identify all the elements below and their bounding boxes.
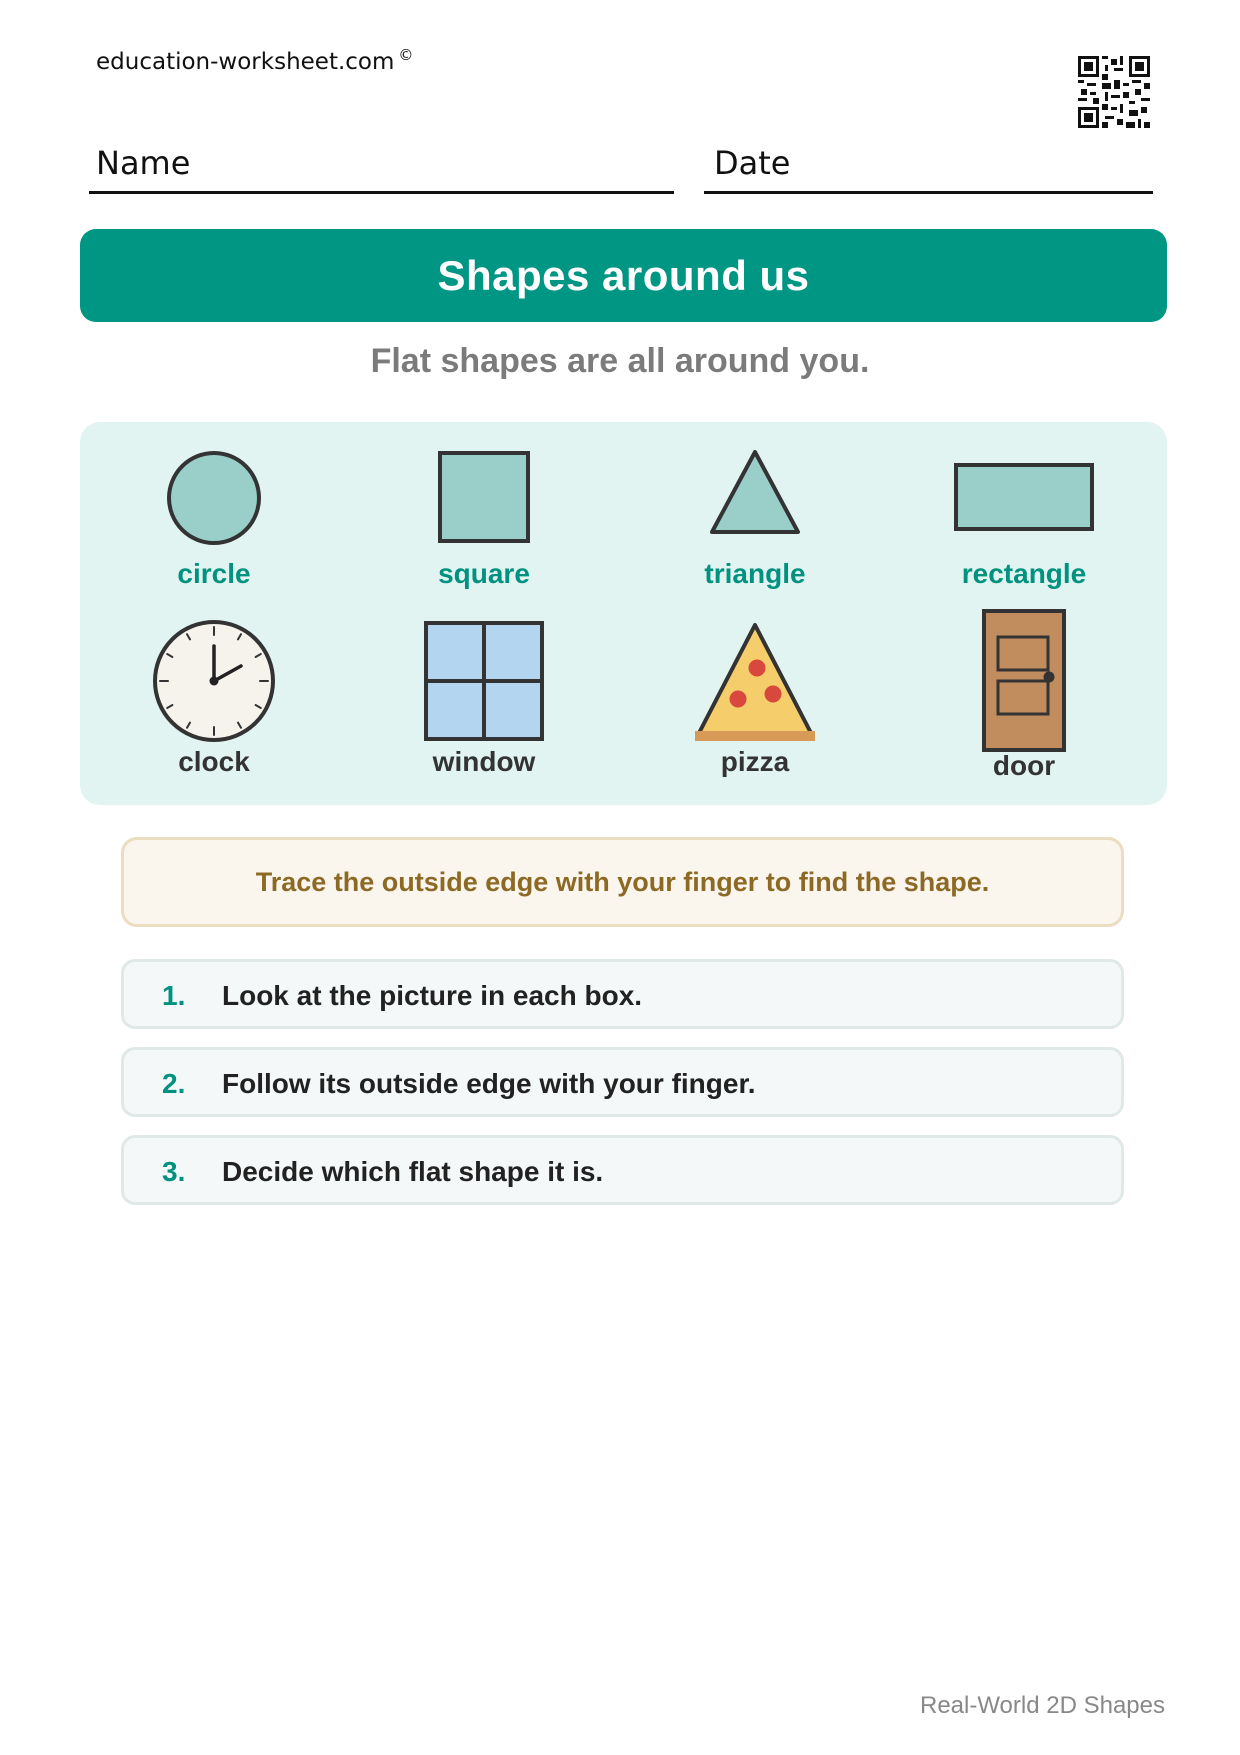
name-label: Name — [96, 144, 191, 182]
object-label-window: window — [432, 746, 536, 777]
title-banner — [80, 229, 1167, 322]
shape-label-rectangle: rectangle — [961, 558, 1087, 589]
name-line[interactable] — [89, 191, 674, 194]
triangle-icon — [705, 448, 805, 548]
date-line[interactable] — [704, 191, 1153, 194]
tip-box — [121, 837, 1124, 927]
step-text: Look at the picture in each box. — [222, 980, 643, 1011]
step-number: 3. — [162, 1156, 186, 1187]
object-label-pizza: pizza — [720, 746, 790, 777]
shape-card-rectangle — [904, 448, 1144, 590]
object-card-pizza — [635, 616, 875, 778]
footer-text: Real-World 2D Shapes — [919, 1692, 1165, 1719]
page-title: Shapes around us — [437, 251, 810, 299]
qr-code-icon — [1078, 56, 1150, 128]
object-label-door: door — [992, 750, 1056, 781]
step-number: 2. — [162, 1068, 186, 1099]
clock-icon — [149, 616, 279, 746]
step-item — [121, 1135, 1124, 1205]
step-text: Follow its outside edge with your finger. — [222, 1068, 756, 1099]
square-icon — [434, 448, 534, 548]
shape-label-triangle: triangle — [704, 558, 806, 589]
site-url: education-worksheet.com — [96, 49, 395, 75]
shape-card-circle — [94, 448, 334, 590]
object-card-door — [904, 607, 1144, 782]
shapes-panel — [80, 422, 1167, 805]
object-card-window — [364, 616, 604, 778]
object-card-clock — [94, 616, 334, 778]
step-text: Decide which flat shape it is. — [222, 1156, 604, 1187]
door-icon — [974, 607, 1074, 752]
subtitle: Flat shapes are all around you. — [370, 342, 870, 380]
step-number: 1. — [162, 980, 186, 1011]
site-name — [96, 46, 413, 75]
shape-card-square — [364, 448, 604, 590]
shape-label-circle: circle — [177, 558, 251, 589]
step-item — [121, 959, 1124, 1029]
copyright-mark: © — [398, 46, 414, 64]
date-label: Date — [714, 144, 791, 182]
shape-card-triangle — [635, 448, 875, 590]
tip-text: Trace the outside edge with your finger to find the shape. — [255, 866, 990, 897]
circle-icon — [164, 448, 264, 548]
shape-label-square: square — [438, 558, 530, 589]
object-label-clock: clock — [178, 746, 250, 777]
step-item — [121, 1047, 1124, 1117]
pizza-icon — [690, 616, 820, 746]
rectangle-icon — [949, 448, 1099, 548]
window-icon — [419, 616, 549, 746]
